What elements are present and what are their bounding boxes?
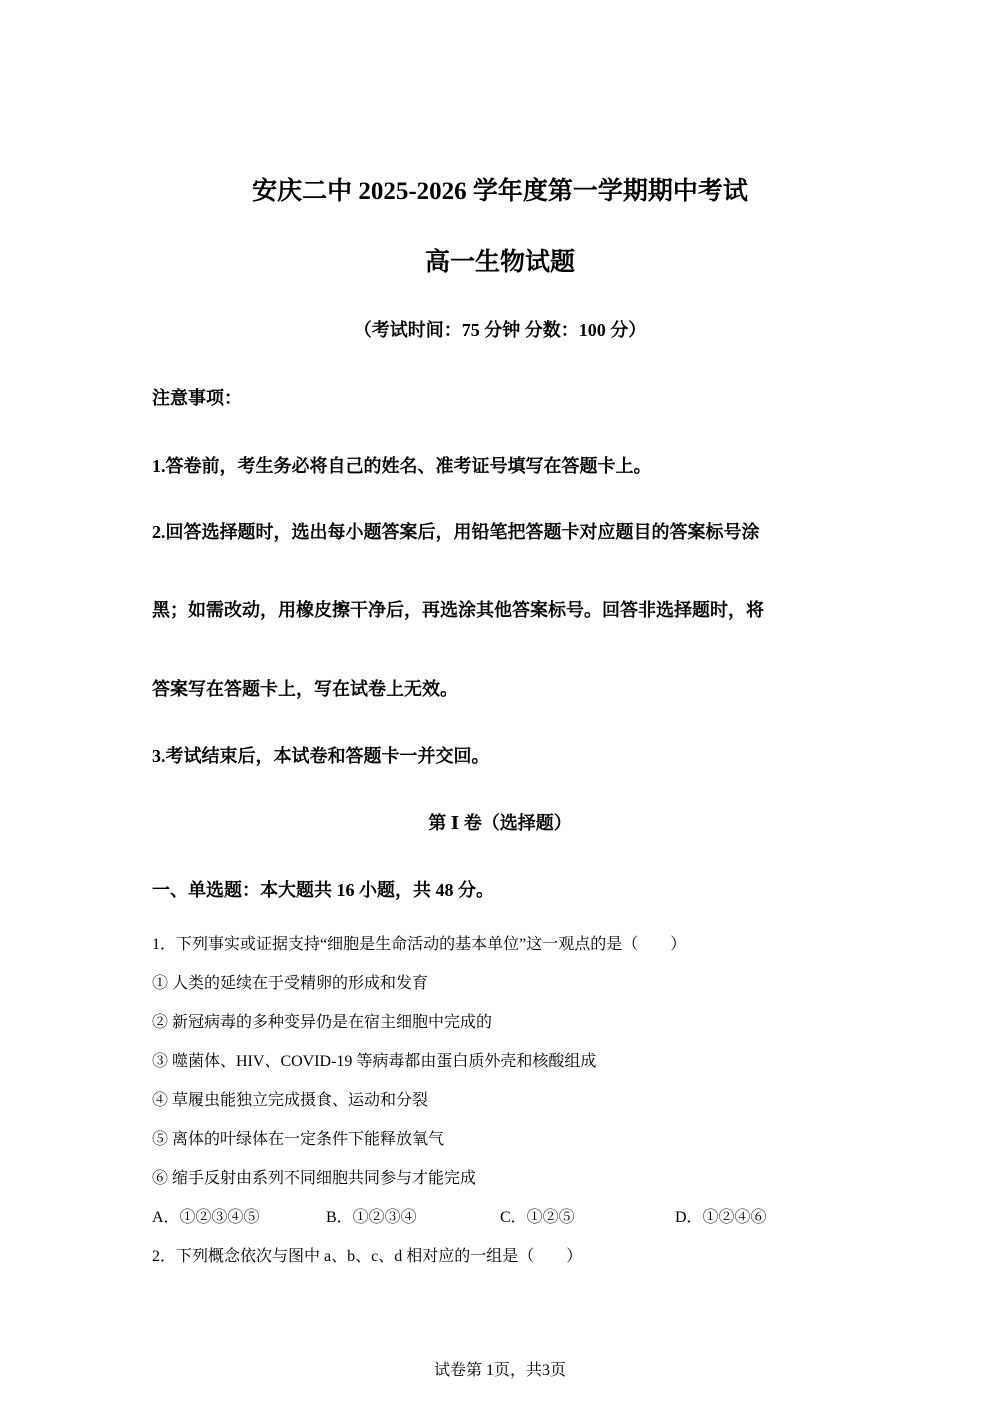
- question-1-statement-6: ⑥ 缩手反射由系列不同细胞共同参与才能完成: [152, 1170, 477, 1187]
- question-1-option-d: D．①②④⑥: [675, 1209, 767, 1226]
- question-1-option-b: B．①②③④: [326, 1209, 417, 1226]
- question-1-statement-2: ② 新冠病毒的多种变异仍是在宿主细胞中完成的: [152, 1014, 493, 1031]
- exam-title: 安庆二中 2025-2026 学年度第一学期期中考试: [252, 178, 748, 205]
- notice-heading: 注意事项：: [152, 388, 242, 408]
- question-1-statement-5: ⑤ 离体的叶绿体在一定条件下能释放氧气: [152, 1131, 445, 1148]
- exam-subtitle: 高一生物试题: [424, 249, 575, 276]
- notice-item-2-line-3: 答案写在答题卡上，写在试卷上无效。: [152, 679, 458, 699]
- page-footer: 试卷第 1页，共3页: [433, 1362, 566, 1379]
- notice-item-2-line-2: 黑；如需改动，用橡皮擦干净后，再选涂其他答案标号。回答非选择题时，将: [152, 600, 764, 620]
- notice-item-1: 1.答卷前，考生务必将自己的姓名、准考证号填写在答题卡上。: [152, 456, 652, 476]
- exam-info: （考试时间：75 分钟 分数：100 分）: [353, 320, 647, 340]
- question-1-option-a: A．①②③④⑤: [152, 1209, 260, 1226]
- question-1-statement-3: ③ 噬菌体、HIV、COVID-19 等病毒都由蛋白质外壳和核酸组成: [152, 1053, 597, 1070]
- question-1-option-c: C．①②⑤: [500, 1209, 575, 1226]
- volume-title: 第 Ⅰ 卷（选择题）: [428, 813, 572, 833]
- question-2-stem: 2．下列概念依次与图中 a、b、c、d 相对应的一组是（ ）: [152, 1248, 583, 1265]
- notice-item-3: 3.考试结束后，本试卷和答题卡一并交回。: [152, 746, 490, 766]
- part-title: 一、单选题：本大题共 16 小题，共 48 分。: [152, 880, 494, 900]
- question-1-stem: 1．下列事实或证据支持“细胞是生命活动的基本单位”这一观点的是（ ）: [152, 936, 687, 953]
- question-1-statement-1: ① 人类的延续在于受精卵的形成和发育: [152, 975, 429, 992]
- notice-item-2-line-1: 2.回答选择题时，选出每小题答案后，用铅笔把答题卡对应题目的答案标号涂: [152, 522, 760, 542]
- question-1-statement-4: ④ 草履虫能独立完成摄食、运动和分裂: [152, 1092, 429, 1109]
